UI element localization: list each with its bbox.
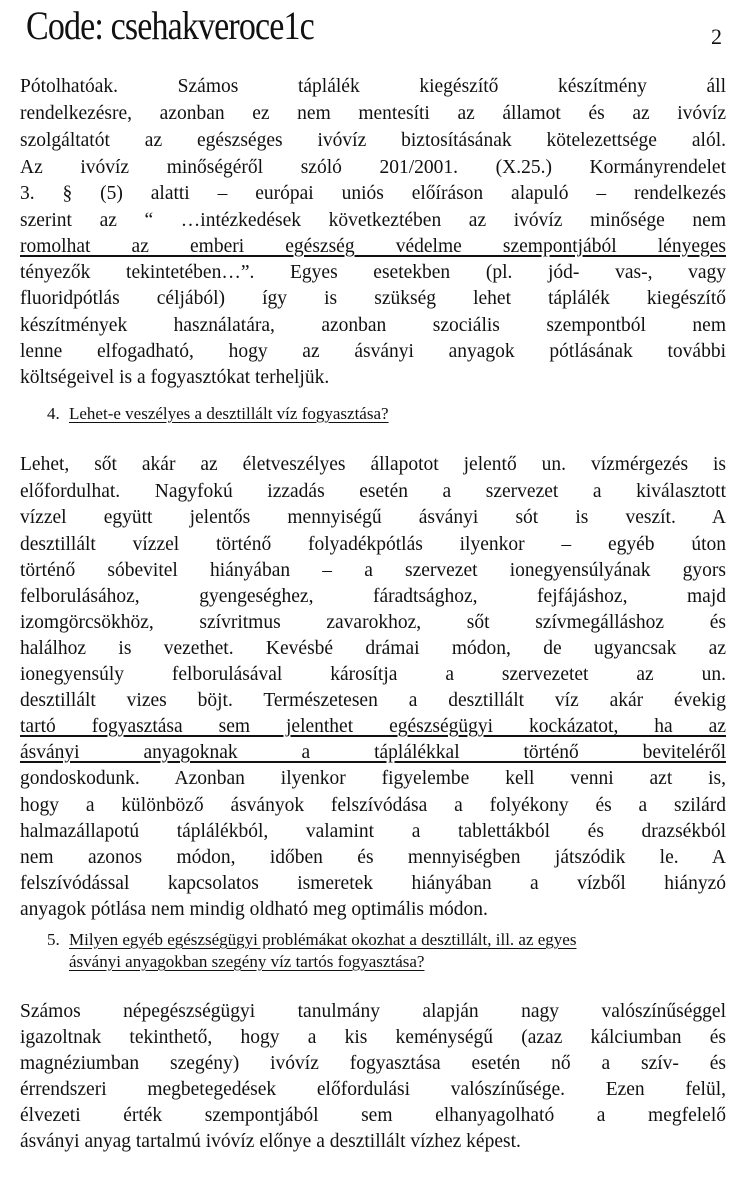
text-line: Az ivóvíz minőségéről szóló 201/2001. (X.25.) Kormányrendelet — [20, 157, 726, 178]
heading-text-line-1: Milyen egyéb egészségügyi problémákat okozhat a desztillált, ill. az egyes — [69, 930, 577, 949]
text-line: desztillált vízzel történő folyadékpótlás ilyenkor – egyéb úton — [20, 534, 726, 555]
section-heading-5 — [47, 930, 576, 950]
text-line: hogy a különböző ásványok felszívódása a folyékony és a szilárd — [20, 795, 726, 816]
text-line: élvezeti érték szempontjából sem elhanyagolható a megfelelő — [20, 1105, 726, 1126]
text-line: gondoskodunk. Azonban ilyenkor figyelembe kell venni azt is, — [20, 768, 726, 789]
section-heading-5-continuation — [69, 952, 424, 972]
text-line: szerint az “ …intézkedések következtében az ivóvíz minősége nem — [20, 210, 726, 231]
text-line: történő sóbevitel hiányában – a szervezet ionegyensúlyának gyors — [20, 560, 726, 581]
text-line: rendelkezésre, azonban ez nem mentesíti az államot és az ivóvíz — [20, 103, 726, 124]
text-line: készítmények használatára, azonban szociális szempontból nem — [20, 315, 726, 336]
text-line: felszívódással kapcsolatos ismeretek hiányában a vízből hiányzó — [20, 873, 726, 894]
section-heading-4 — [47, 404, 389, 424]
text-line: Lehet, sőt akár az életveszélyes állapotot jelentő un. vízmérgezés is — [20, 454, 726, 475]
text-line: felborulásához, gyengeséghez, fáradtsághoz, fejfájáshoz, majd — [20, 586, 726, 607]
text-line: anyagok pótlása nem mindig oldható meg optimális módon. — [20, 899, 488, 920]
text-line: Pótolhatóak. Számos táplálék kiegészítő készítmény áll — [20, 76, 726, 97]
text-line: 3. § (5) alatti – európai uniós előíráson alapuló – rendelkezés — [20, 183, 726, 204]
text-line: halálhoz is vezethet. Kevésbé drámai módon, de ugyancsak az — [20, 638, 726, 659]
text-line: szolgáltatót az egészséges ivóvíz biztosításának kötelezettsége alól. — [20, 130, 726, 151]
text-line: lenne elfogadható, hogy az ásványi anyagok pótlásának további — [20, 341, 726, 362]
text-line: tényezők tekintetében…”. Egyes esetekben (pl. jód- vas-, vagy — [20, 262, 726, 283]
text-line: költségeivel is a fogyasztókat terheljük. — [20, 367, 330, 388]
text-line: ásványi anyag tartalmú ivóvíz előnye a desztillált vízhez képest. — [20, 1131, 521, 1152]
text-line: izomgörcsökhöz, szívritmus zavarokhoz, sőt szívmegálláshoz és — [20, 612, 726, 633]
text-line: fluoridpótlás céljából) így is szükség lehet táplálék kiegészítő — [20, 288, 726, 309]
heading-number: 4. — [47, 404, 60, 423]
text-line: vízzel együtt jelentős mennyiségű ásványi sót is veszít. A — [20, 507, 726, 528]
page-number: 2 — [711, 24, 722, 49]
text-line: halmazállapotú táplálékból, valamint a tablettákból és drazsékból — [20, 821, 726, 842]
text-line: érrendszeri megbetegedések előfordulási valószínűsége. Ezen felül, — [20, 1079, 726, 1100]
heading-number: 5. — [47, 930, 60, 949]
text-line: nem azonos módon, időben és mennyiségben játszódik le. A — [20, 847, 726, 868]
underlined-text-line: romolhat az emberi egészség védelme szempontjából lényeges — [20, 236, 726, 257]
text-line: igazoltnak tekinthető, hogy a kis keménységű (azaz kálciumban és — [20, 1027, 726, 1048]
text-line: ionegyensúly felborulásával károsítja a szervezetet az un. — [20, 664, 726, 685]
heading-text: Lehet-e veszélyes a desztillált víz fogyasztása? — [69, 404, 389, 423]
text-line: desztillált vizes böjt. Természetesen a desztillált víz akár évekig — [20, 690, 726, 711]
text-line: magnéziumban szegény) ivóvíz fogyasztása esetén nő a szív- és — [20, 1053, 726, 1074]
underlined-text-line: ásványi anyagoknak a táplálékkal történő beviteléről — [20, 742, 726, 763]
text-line: Számos népegészségügyi tanulmány alapján nagy valószínűséggel — [20, 1001, 726, 1022]
document-code-header: Code: csehakveroce1c — [26, 3, 314, 48]
text-line: előfordulhat. Nagyfokú izzadás esetén a szervezet a kiválasztott — [20, 481, 726, 502]
heading-text-line-2: ásványi anyagokban szegény víz tartós fogyasztása? — [69, 952, 425, 971]
underlined-text-line: tartó fogyasztása sem jelenthet egészségügyi kockázatot, ha az — [20, 716, 726, 737]
